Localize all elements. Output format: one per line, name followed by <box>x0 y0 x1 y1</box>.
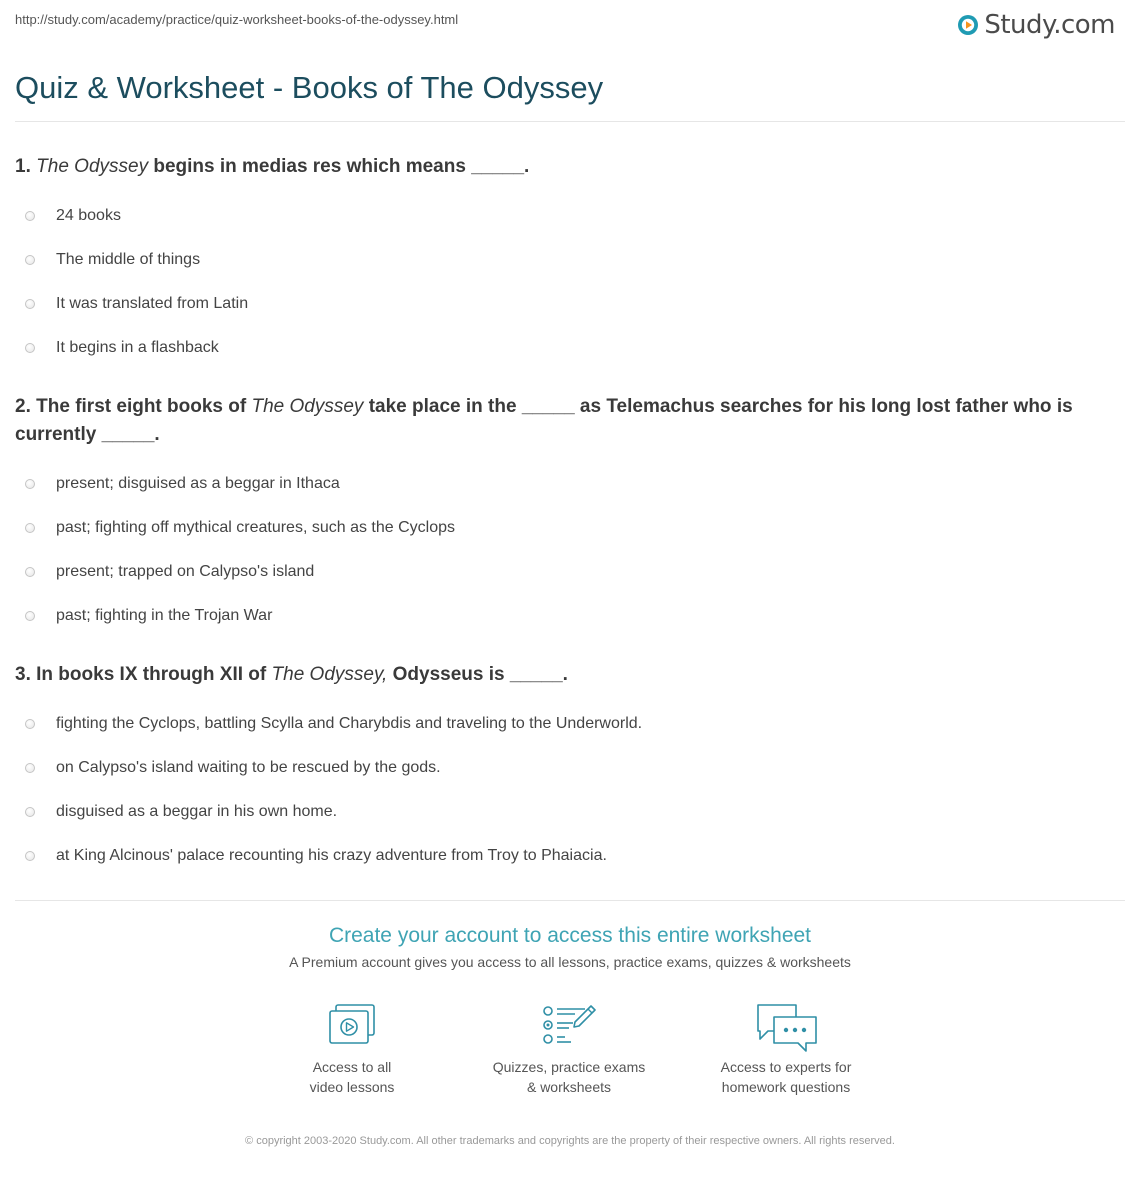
radio-button[interactable] <box>25 763 35 773</box>
chat-bubbles-icon <box>754 1003 818 1053</box>
question-2 <box>15 393 1125 638</box>
top-bar <box>15 12 1125 42</box>
book-title: The Odyssey <box>251 396 364 417</box>
quiz-checklist-icon <box>541 1003 597 1047</box>
radio-button[interactable] <box>25 807 35 817</box>
answer-option[interactable]: past; fighting in the Trojan War <box>15 594 1125 638</box>
radio-button[interactable] <box>25 851 35 861</box>
question-number: 2. <box>15 396 31 417</box>
question-1 <box>15 153 1125 370</box>
radio-button[interactable] <box>25 299 35 309</box>
answer-option[interactable]: fighting the Cyclops, battling Scylla and Charybdis and traveling to the Underworld. <box>15 702 1125 746</box>
feature-quizzes <box>479 1003 659 1097</box>
video-lessons-icon <box>326 1003 378 1047</box>
book-title: The Odyssey, <box>271 664 388 685</box>
answer-option[interactable]: at King Alcinous' palace recounting his crazy adventure from Troy to Phaiacia. <box>15 834 1125 878</box>
answer-option[interactable]: It was translated from Latin <box>15 282 1125 326</box>
logo-text: Study.com <box>984 10 1115 40</box>
divider <box>15 121 1125 122</box>
question-text: 3. In books IX through XII of The Odyssey, Odysseus is _____. <box>15 664 568 685</box>
answer-list <box>15 462 1125 638</box>
answer-list <box>15 194 1125 370</box>
answer-option[interactable]: disguised as a beggar in his own home. <box>15 790 1125 834</box>
page-url[interactable]: http://study.com/academy/practice/quiz-worksheet-books-of-the-odyssey.html <box>15 12 459 27</box>
feature-label: Quizzes, practice exams & worksheets <box>492 1059 646 1095</box>
cta-title[interactable]: Create your account to access this entire worksheet <box>328 924 812 947</box>
radio-button[interactable] <box>25 567 35 577</box>
page-title: Quiz & Worksheet - Books of The Odyssey <box>15 70 604 105</box>
cta-subtitle: A Premium account gives you access to all lessons, practice exams, quizzes & worksheets <box>289 954 851 970</box>
answer-option[interactable]: past; fighting off mythical creatures, such as the Cyclops <box>15 506 1125 550</box>
feature-label: Access to all video lessons <box>309 1059 395 1095</box>
question-number: 3. <box>15 664 31 685</box>
copyright-notice: © copyright 2003-2020 Study.com. All other trademarks and copyrights are the property of their respective owners. All rights reserved. <box>245 1135 895 1147</box>
question-text: 1. The Odyssey begins in medias res which means _____. <box>15 156 530 177</box>
radio-button[interactable] <box>25 719 35 729</box>
radio-button[interactable] <box>25 611 35 621</box>
question-number: 1. <box>15 156 31 177</box>
question-text: 2. The first eight books of The Odyssey take place in the _____ as Telemachus searches for his long lost father who is currently _____. <box>15 396 1073 445</box>
play-logo-icon <box>957 14 979 36</box>
answer-option[interactable]: present; trapped on Calypso's island <box>15 550 1125 594</box>
book-title: The Odyssey <box>36 156 149 177</box>
radio-button[interactable] <box>25 255 35 265</box>
feature-label: Access to experts for homework questions <box>720 1059 852 1095</box>
answer-option[interactable]: on Calypso's island waiting to be rescued by the gods. <box>15 746 1125 790</box>
answer-option[interactable]: present; disguised as a beggar in Ithaca <box>15 462 1125 506</box>
answer-list <box>15 702 1125 878</box>
feature-video-lessons <box>262 1003 442 1097</box>
divider <box>15 900 1125 901</box>
answer-option[interactable]: 24 books <box>15 194 1125 238</box>
radio-button[interactable] <box>25 523 35 533</box>
answer-option[interactable]: The middle of things <box>15 238 1125 282</box>
question-3 <box>15 661 1125 878</box>
study-logo[interactable] <box>957 12 1115 38</box>
feature-experts <box>696 1003 876 1097</box>
radio-button[interactable] <box>25 211 35 221</box>
answer-option[interactable]: It begins in a flashback <box>15 326 1125 370</box>
radio-button[interactable] <box>25 479 35 489</box>
radio-button[interactable] <box>25 343 35 353</box>
